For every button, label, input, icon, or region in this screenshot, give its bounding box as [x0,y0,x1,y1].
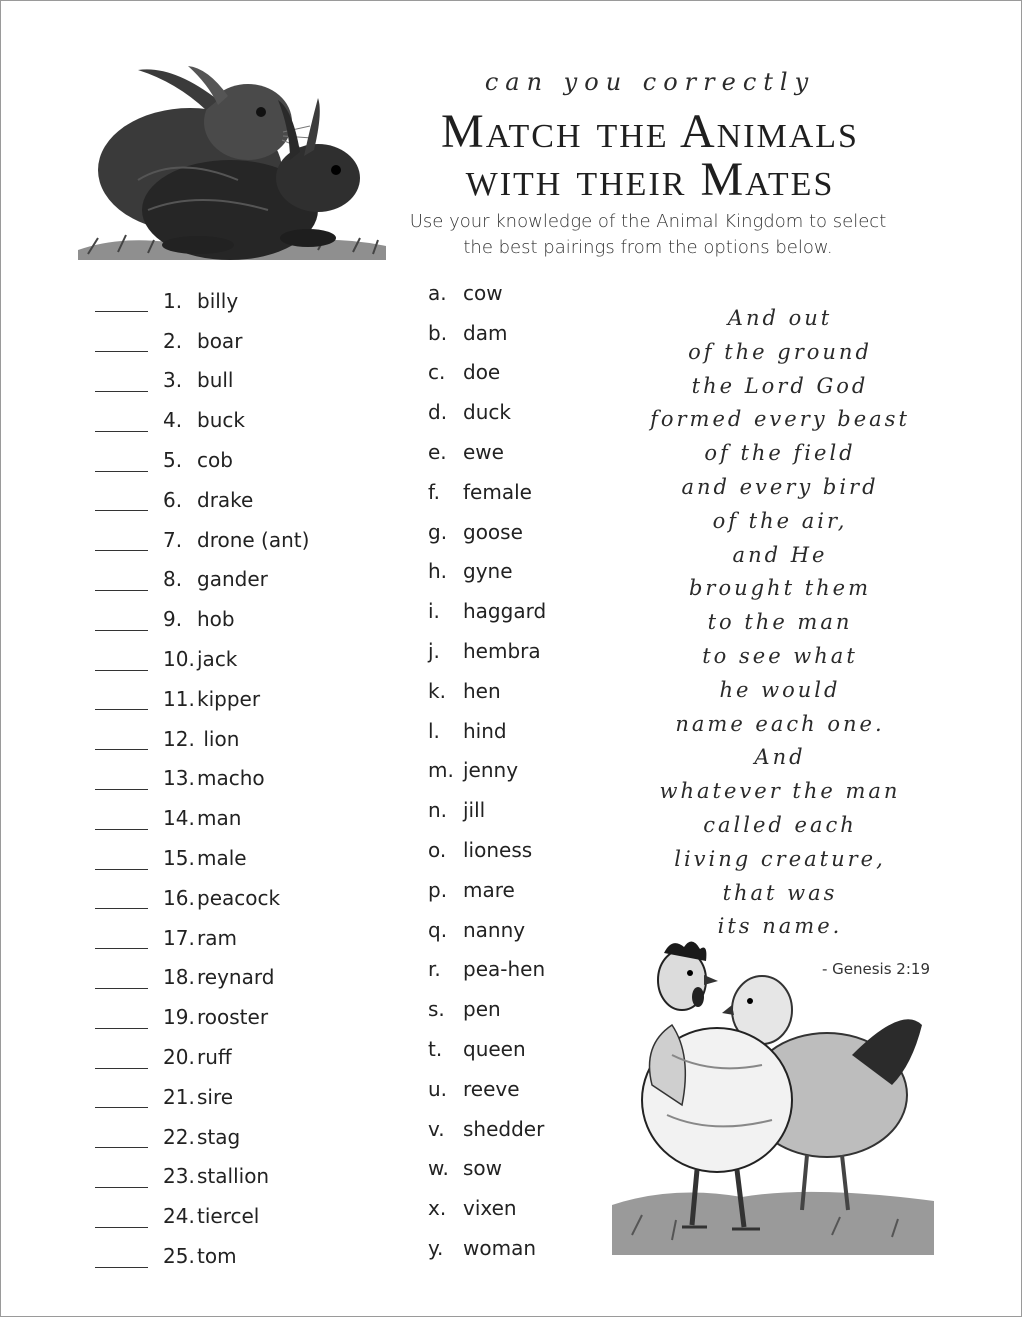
answer-blank[interactable] [95,377,148,392]
numbered-item [95,1157,395,1197]
item-word: drone (ant) [197,527,310,552]
numbered-item [95,798,395,838]
option-word: pen [463,997,501,1022]
item-number: 19. [163,1005,195,1030]
item-word: bull [197,368,234,393]
lettered-item [428,671,618,711]
item-word: jack [197,647,238,672]
answer-blank[interactable] [95,695,148,710]
verse-line: that was [722,880,838,905]
verse-line: of the field [704,441,856,466]
option-letter: x. [428,1196,447,1221]
numbered-item [95,400,395,440]
item-number: 23. [163,1164,195,1189]
item-number: 20. [163,1045,195,1070]
option-letter: c. [428,360,446,385]
answer-blank[interactable] [95,1173,148,1188]
lettered-item [428,432,618,472]
option-letter: q. [428,917,448,942]
numbered-item [95,560,395,600]
item-number: 12. [163,726,195,751]
verse-line: And out [727,306,833,330]
lettered-item [428,353,618,393]
option-letter: o. [428,838,447,863]
option-letter: n. [428,798,448,823]
item-number: 8. [163,567,183,592]
verse-line: brought them [688,576,872,601]
lettered-item [428,989,618,1029]
numbered-item [95,759,395,799]
item-word: ruff [197,1045,232,1070]
lettered-item [428,1228,618,1268]
item-number: 3. [163,368,183,393]
option-word: hembra [463,639,541,664]
item-word: stallion [197,1164,270,1189]
lettered-item [428,552,618,592]
numbered-item [95,1037,395,1077]
verse-line: he would [719,677,841,702]
tagline: can you correctly [484,68,816,96]
option-letter: g. [428,519,448,544]
item-word: sire [197,1084,234,1109]
lettered-item [428,910,618,950]
answer-blank[interactable] [95,417,148,432]
numbered-item [95,1236,395,1276]
answer-blank[interactable] [95,1133,148,1148]
option-word: reeve [463,1076,520,1101]
option-letter: k. [428,678,446,703]
item-number: 18. [163,965,195,990]
option-letter: t. [428,1037,443,1062]
lettered-item [428,512,618,552]
lettered-item [428,870,618,910]
option-word: gyne [463,559,513,584]
numbered-item [95,361,395,401]
numbered-item [95,440,395,480]
verse-line: And [754,745,806,770]
item-number: 1. [163,288,183,313]
item-word: cob [197,448,233,473]
option-word: vixen [463,1196,517,1221]
page-title-line-2: with their Mates [465,153,835,206]
numbered-item [95,281,395,321]
answer-blank[interactable] [95,735,148,750]
verse-line: to see what [702,643,858,668]
item-word: gander [197,567,268,592]
numbered-item [95,520,395,560]
option-letter: f. [428,479,440,504]
item-number: 21. [163,1084,195,1109]
option-letter: h. [428,559,448,584]
lettered-list [428,273,618,1268]
item-number: 13. [163,766,195,791]
verse-line: of the ground [688,339,872,364]
numbered-item [95,878,395,918]
lettered-item [428,1149,618,1189]
numbered-item [95,997,395,1037]
numbered-item [95,679,395,719]
option-letter: a. [428,280,447,305]
answer-blank[interactable] [95,775,148,790]
answer-blank[interactable] [95,1093,148,1108]
option-letter: l. [428,718,440,743]
item-word: billy [197,288,239,313]
verse-citation: - Genesis 2:19 [821,960,930,978]
item-number: 11. [163,686,195,711]
numbered-item [95,639,395,679]
lettered-item [428,711,618,751]
numbered-list [95,281,395,1276]
numbered-item [95,1117,395,1157]
answer-blank[interactable] [95,536,148,551]
answer-blank[interactable] [95,616,148,631]
option-word: jill [463,798,486,823]
verse-line: and every bird [681,474,879,499]
lettered-item [428,790,618,830]
item-word: reynard [197,965,275,990]
instructions-line-1: Use your knowledge of the Animal Kingdom to select [409,211,887,232]
verse-line: formed every beast [650,407,910,432]
chickens-illustration-icon [612,935,934,1255]
option-letter: y. [428,1236,444,1261]
option-word: mare [463,877,515,902]
answer-blank[interactable] [95,1054,148,1069]
option-word: hind [463,718,507,743]
option-letter: d. [428,400,448,425]
instructions-line-2: the best pairings from the options below. [463,237,833,258]
option-word: goose [463,519,523,544]
item-number: 22. [163,1124,195,1149]
item-number: 5. [163,448,183,473]
item-word: man [197,806,242,831]
lettered-item [428,313,618,353]
item-word: lion [197,726,240,751]
item-word: tom [197,1244,237,1269]
lettered-item [428,950,618,990]
lettered-item [428,1069,618,1109]
option-letter: s. [428,997,445,1022]
lettered-item [428,631,618,671]
answer-blank[interactable] [95,576,148,591]
option-word: haggard [463,599,547,624]
option-word: queen [463,1037,526,1062]
lettered-item [428,751,618,791]
option-word: nanny [463,917,526,942]
verse-line: the Lord God [691,373,869,398]
answer-blank[interactable] [95,1253,148,1268]
lettered-item [428,591,618,631]
item-number: 17. [163,925,195,950]
numbered-item [95,599,395,639]
answer-blank[interactable] [95,934,148,949]
instructions [370,209,926,261]
numbered-item [95,719,395,759]
item-number: 4. [163,408,183,433]
option-word: ewe [463,440,504,465]
numbered-item [95,838,395,878]
answer-blank[interactable] [95,894,148,909]
option-word: cow [463,280,503,305]
item-number: 6. [163,487,183,512]
lettered-item [428,392,618,432]
answer-blank[interactable] [95,297,148,312]
option-letter: j. [428,639,440,664]
option-word: woman [463,1236,537,1261]
verse-line: living creature, [674,846,886,871]
item-word: male [197,846,247,871]
answer-blank[interactable] [95,457,148,472]
numbered-item [95,1077,395,1117]
lettered-item [428,830,618,870]
item-number: 16. [163,885,195,910]
option-word: shedder [463,1116,545,1141]
option-word: dam [463,320,508,345]
item-number: 9. [163,607,183,632]
item-number: 7. [163,527,183,552]
lettered-item [428,1029,618,1069]
item-number: 24. [163,1204,195,1229]
answer-blank[interactable] [95,496,148,511]
answer-blank[interactable] [95,656,148,671]
item-word: ram [197,925,237,950]
item-number: 10. [163,647,195,672]
option-word: duck [463,400,511,425]
numbered-item [95,321,395,361]
item-number: 25. [163,1244,195,1269]
verse-line: to the man [707,610,853,635]
item-number: 2. [163,328,183,353]
verse-line: and He [732,542,828,567]
lettered-item [428,273,618,313]
verse-line: its name. [717,914,843,939]
item-word: macho [197,766,265,791]
answer-blank[interactable] [95,1014,148,1029]
answer-blank[interactable] [95,815,148,830]
option-letter: r. [428,957,441,982]
numbered-item [95,918,395,958]
option-word: jenny [463,758,519,783]
option-word: pea-hen [463,957,546,982]
option-letter: v. [428,1116,445,1141]
lettered-item [428,1109,618,1149]
verse-line: whatever the man [659,779,901,804]
bible-verse [620,302,940,944]
item-word: kipper [197,686,261,711]
option-letter: m. [428,758,454,783]
lettered-item [428,472,618,512]
numbered-item [95,1196,395,1236]
numbered-item [95,480,395,520]
item-word: hob [197,607,235,632]
answer-blank[interactable] [95,974,148,989]
verse-line: called each [703,812,857,837]
item-number: 15. [163,846,195,871]
verse-line: name each one. [675,711,885,736]
option-letter: p. [428,877,448,902]
option-letter: b. [428,320,448,345]
answer-blank[interactable] [95,337,148,352]
item-word: boar [197,328,243,353]
answer-blank[interactable] [95,1213,148,1228]
option-word: doe [463,360,501,385]
item-word: tiercel [197,1204,260,1229]
option-word: sow [463,1156,503,1181]
option-letter: e. [428,440,447,465]
option-word: hen [463,678,501,703]
item-word: stag [197,1124,241,1149]
verse-line: of the air, [712,508,848,533]
option-letter: u. [428,1076,448,1101]
numbered-item [95,958,395,998]
page-title-line-1: Match the Animals [441,105,859,158]
item-word: peacock [197,885,281,910]
item-word: buck [197,408,245,433]
item-word: drake [197,487,254,512]
answer-blank[interactable] [95,855,148,870]
item-number: 14. [163,806,195,831]
option-letter: w. [428,1156,449,1181]
option-word: lioness [463,838,533,863]
option-letter: i. [428,599,440,624]
item-word: rooster [197,1005,269,1030]
option-word: female [463,479,532,504]
lettered-item [428,1188,618,1228]
